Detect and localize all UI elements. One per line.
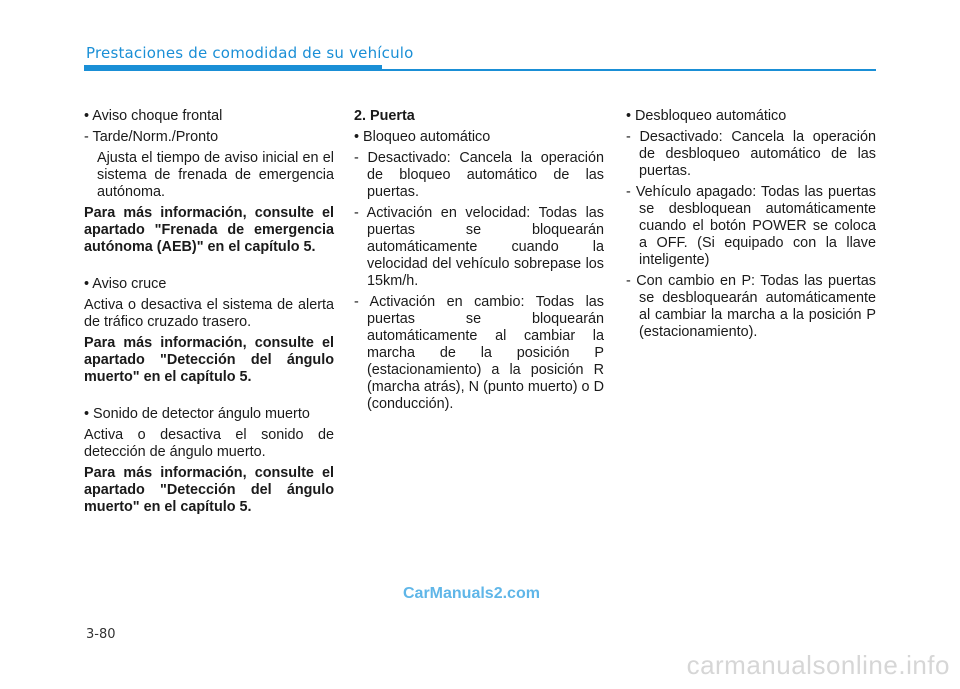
dash-tarde-norm-pronto: - Tarde/Norm./Pronto	[84, 129, 219, 145]
note-angulo-muerto-1: Para más información, consulte el apartado "Detección del ángulo muerto" en el capítulo 5.	[84, 335, 334, 385]
note-angulo-muerto-2: Para más información, consulte el apartado "Detección del ángulo muerto" en el capítulo 5.	[84, 465, 334, 515]
desc-sonido-detector: Activa o desactiva el sonido de detección de ángulo muerto.	[84, 427, 334, 460]
desc-aviso-inicial: Ajusta el tiempo de aviso inicial en el sistema de frenada de emergencia autónoma.	[97, 150, 334, 200]
dash-desactivado-bloqueo: - Desactivado: Cancela la operación de bloqueo automático de las puertas.	[354, 150, 604, 200]
bullet-aviso-cruce: • Aviso cruce	[84, 276, 167, 292]
column-1	[84, 108, 334, 520]
header-title: Prestaciones de comodidad de su vehículo	[86, 44, 414, 62]
note-aeb: Para más información, consulte el apartado "Frenada de emergencia autónoma (AEB)" en el capítulo 5.	[84, 205, 334, 255]
bullet-aviso-choque: • Aviso choque frontal	[84, 108, 223, 124]
header-bar-thick	[84, 65, 382, 71]
watermark-carmanualsonline: carmanualsonline.info	[686, 650, 950, 680]
dash-vehiculo-apagado: - Vehículo apagado: Todas las puertas se desbloquean automáticamente cuando el botón POWER se coloca a OFF. (Si equipado con la llave inteligente)	[626, 184, 876, 268]
bullet-desbloqueo-automatico: • Desbloqueo automático	[626, 108, 787, 124]
page-number: 3-80	[86, 627, 116, 642]
watermark-carmanuals2[interactable]: CarManuals2.com	[403, 585, 540, 602]
bullet-bloqueo-automatico: • Bloqueo automático	[354, 129, 491, 145]
dash-activacion-velocidad: - Activación en velocidad: Todas las puertas se bloquearán automáticamente cuando la velocidad del vehículo sobrepase los 15km/h.	[354, 205, 604, 289]
column-3	[626, 108, 876, 345]
desc-aviso-cruce: Activa o desactiva el sistema de alerta de tráfico cruzado trasero.	[84, 297, 334, 330]
dash-activacion-cambio: - Activación en cambio: Todas las puertas se bloquearán automáticamente al cambiar la marcha de la posición P (estacionamiento) a la posición R (marcha atrás), N (punto muerto) o D (conducción).	[354, 294, 604, 412]
dash-cambio-en-p: - Con cambio en P: Todas las puertas se desbloquearán automáticamente al cambiar la marcha a la posición P (estacionamiento).	[626, 273, 876, 340]
bullet-sonido-detector: • Sonido de detector ángulo muerto	[84, 406, 310, 422]
dash-desactivado-desbloqueo: - Desactivado: Cancela la operación de desbloqueo automático de las puertas.	[626, 129, 876, 179]
section-heading-puerta: 2. Puerta	[354, 108, 415, 124]
column-2	[354, 108, 604, 417]
header-bar-thin	[382, 69, 876, 71]
